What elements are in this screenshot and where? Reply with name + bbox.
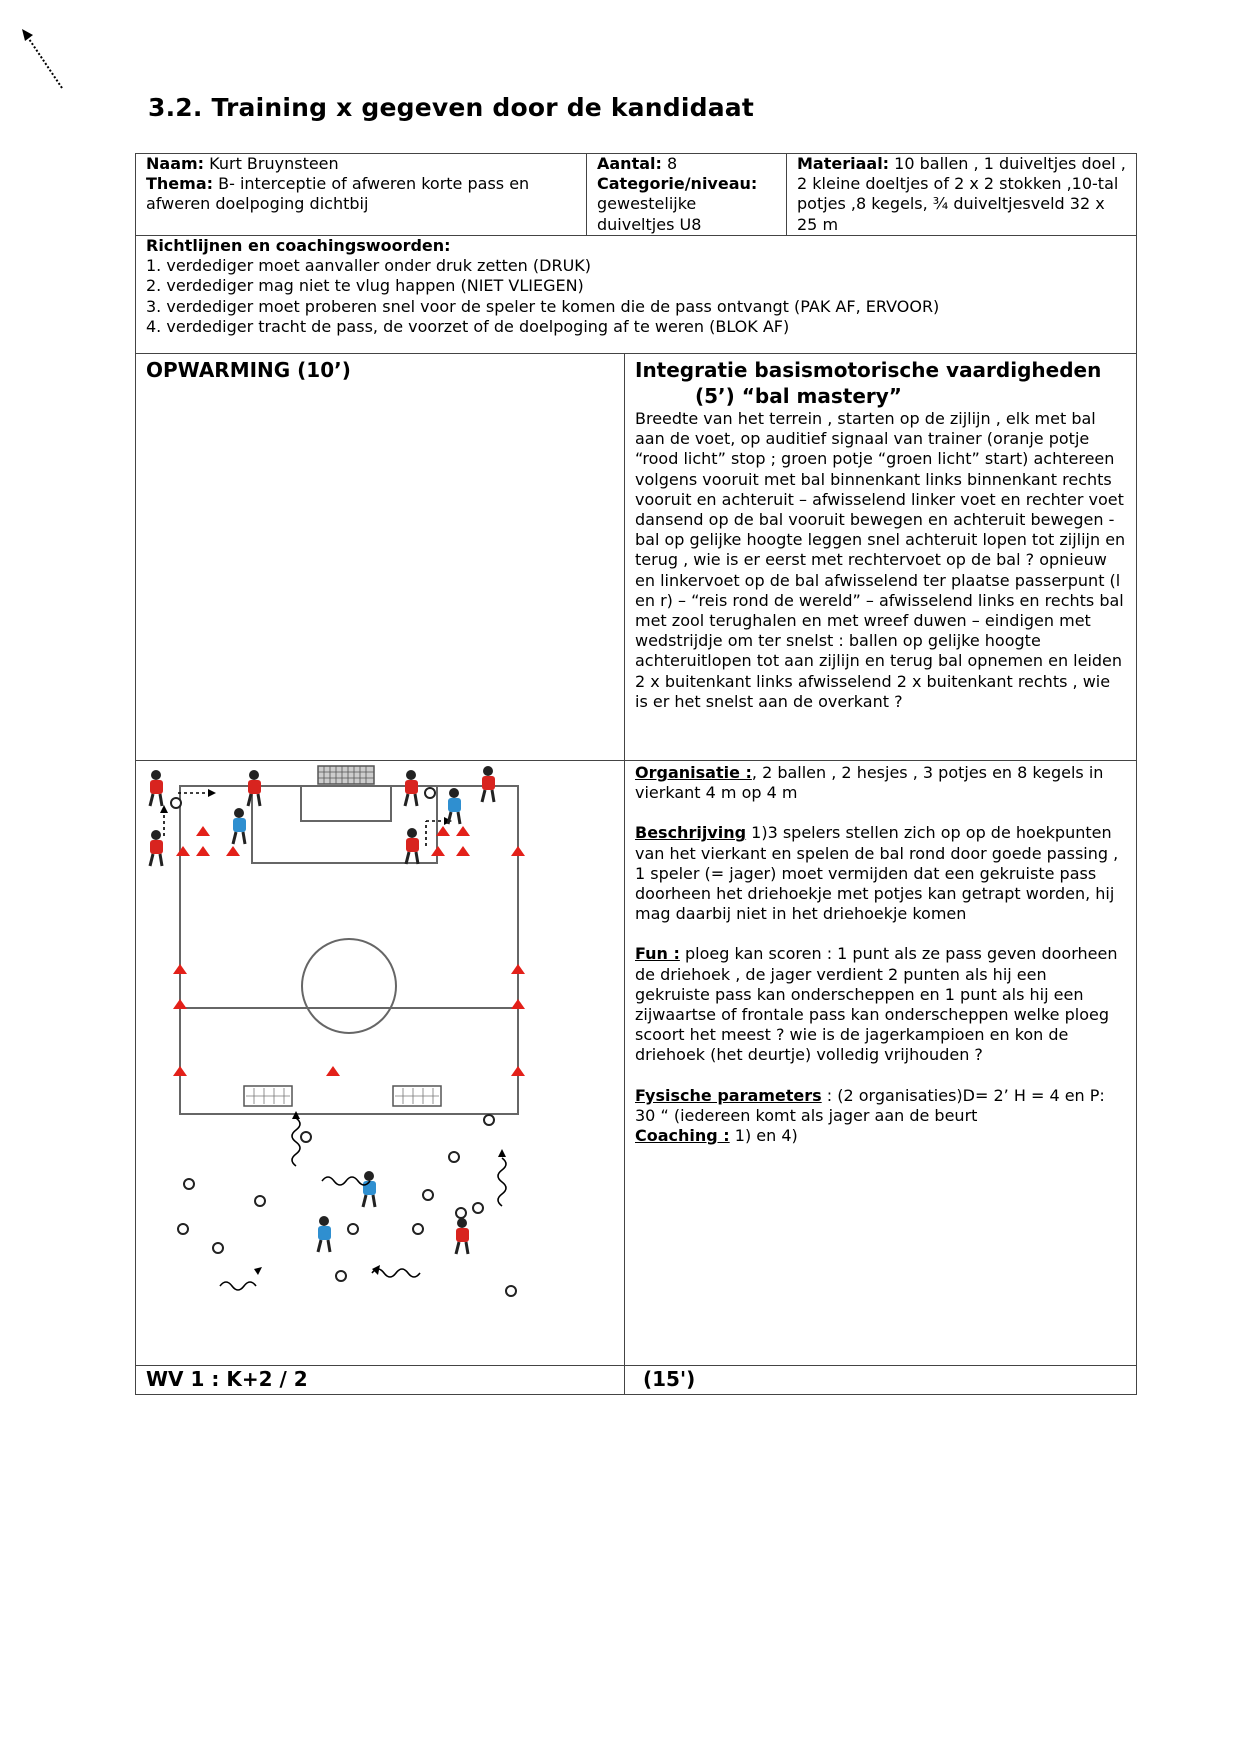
- red-player: [248, 770, 261, 806]
- opwarming-text: Breedte van het terrein , starten op de zijlijn , elk met bal aan de voet, op auditief signaal van trainer (oranje potje “rood licht” stop ; groen potje “groen licht” start) achtereen volgens vooruit met bal binnenkant links binnenkant rechts vooruit en achteruit – afwisselend linker voet en rechter voet dansend op de bal vooruit bewegen en achteruit bewegen - bal op gelijke hoogte leggen snel achteruit lopen tot zijlijn en terug , wie is er eerst met rechtervoet op de bal ? opnieuw en linkervoet op de bal afwisselend ter plaatse passerpunt (l en r) – “reis rond de wereld” – afwisselend links en rechts bal met zool terughalen en met wreef duwen – eindigen met wedstrijdje om ter snelst : ballen op gelijke hoogte achteruitlopen tot aan zijlijn en terug bal opnemen en leiden 2 x buitenkant links afwisselend 2 x buitenkant rechts , wie is er het snelst aan de overkant ?: [635, 409, 1126, 711]
- blue-player: [233, 808, 246, 844]
- coaching-line: Coaching : 1) en 4): [635, 1126, 798, 1146]
- beschrijving-line: Beschrijving 1)3 spelers stellen zich op op de hoekpunten van het vierkant en spelen de bal rond door goede passing , 1 speler (= jager) moet vermijden dat een gekruiste pass doorheen het driehoekje met potjes kan getrapt worden, hij mag daarbij niet in het driehoekje komen: [635, 823, 1119, 924]
- red-player: [150, 770, 163, 806]
- blue-player: [448, 788, 461, 824]
- integratie-subtitle: (5’) “bal mastery”: [695, 384, 902, 408]
- opwarming-row: [136, 354, 1137, 761]
- richtlijn-item: 1. verdediger moet aanvaller onder druk zetten (DRUK): [146, 256, 592, 276]
- blue-player: [363, 1171, 376, 1207]
- field-diagram: [136, 761, 625, 1365]
- richtlijn-item: 4. verdediger tracht de pass, de voorzet of de doelpoging af te weren (BLOK AF): [146, 316, 790, 336]
- footer-left: WV 1 : K+2 / 2: [146, 1367, 308, 1391]
- small-goal: [244, 1086, 292, 1106]
- red-player: [456, 1218, 469, 1254]
- red-player: [405, 770, 418, 806]
- aantal-line: Aantal: 8: [597, 154, 678, 173]
- organisatie-line: Organisatie :, 2 ballen , 2 hesjes , 3 potjes en 8 kegels in vierkant 4 m op 4 m: [635, 763, 1104, 803]
- thema-line: Thema: B- interceptie of afweren korte pass en afweren doelpoging dichtbij: [146, 174, 530, 214]
- blue-player: [318, 1216, 331, 1252]
- info-row: [136, 154, 1137, 236]
- red-player: [482, 766, 495, 802]
- footer-row: [136, 1366, 1137, 1395]
- richtlijnen-title: Richtlijnen en coachingswoorden:: [146, 236, 451, 255]
- footer-right: (15'): [643, 1367, 696, 1391]
- categorie-label: Categorie/niveau:: [597, 174, 758, 194]
- fun-line: Fun : ploeg kan scoren : 1 punt als ze pass geven doorheen de driehoek , de jager verdient 2 punten als hij een gekruiste pass kan onderscheppen en 1 punt als hij een zijwaartse of frontale pass kan onderscheppen welke ploeg scoort het meest ? wie is de jagerkampioen en kon de driehoek (het deurtje) volledig vrijhouden ?: [635, 944, 1118, 1065]
- training-sheet: [135, 153, 1137, 1395]
- fysische-line: Fysische parameters : (2 organisaties)D= 2’ H = 4 en P: 30 “ (iedereen komt als jager aan de beurt: [635, 1085, 1105, 1125]
- integratie-title: Integratie basismotorische vaardigheden: [635, 358, 1102, 382]
- naam-line: Naam: Kurt Bruynsteen: [146, 154, 339, 173]
- red-player: [406, 828, 419, 864]
- categorie-value: gewestelijke duiveltjes U8: [597, 194, 702, 234]
- richtlijn-item: 2. verdediger mag niet te vlug happen (NIET VLIEGEN): [146, 276, 584, 296]
- materiaal-line: Materiaal: 10 ballen , 1 duiveltjes doel , 2 kleine doeltjes of 2 x 2 stokken ,10-tal potjes ,8 kegels, ¾ duiveltjesveld 32 x 25 m: [797, 154, 1126, 234]
- red-player: [150, 830, 163, 866]
- oefening-row: [136, 761, 1137, 1366]
- richtlijn-item: 3. verdediger moet proberen snel voor de speler te komen die de pass ontvangt (PAK AF, ERVOOR): [146, 296, 940, 316]
- page-title: 3.2. Training x gegeven door de kandidaat: [148, 93, 754, 122]
- richtlijnen-row: [136, 236, 1137, 354]
- opwarming-title: OPWARMING (10’): [146, 358, 351, 382]
- arrow-icon: [18, 26, 66, 92]
- small-goal: [393, 1086, 441, 1106]
